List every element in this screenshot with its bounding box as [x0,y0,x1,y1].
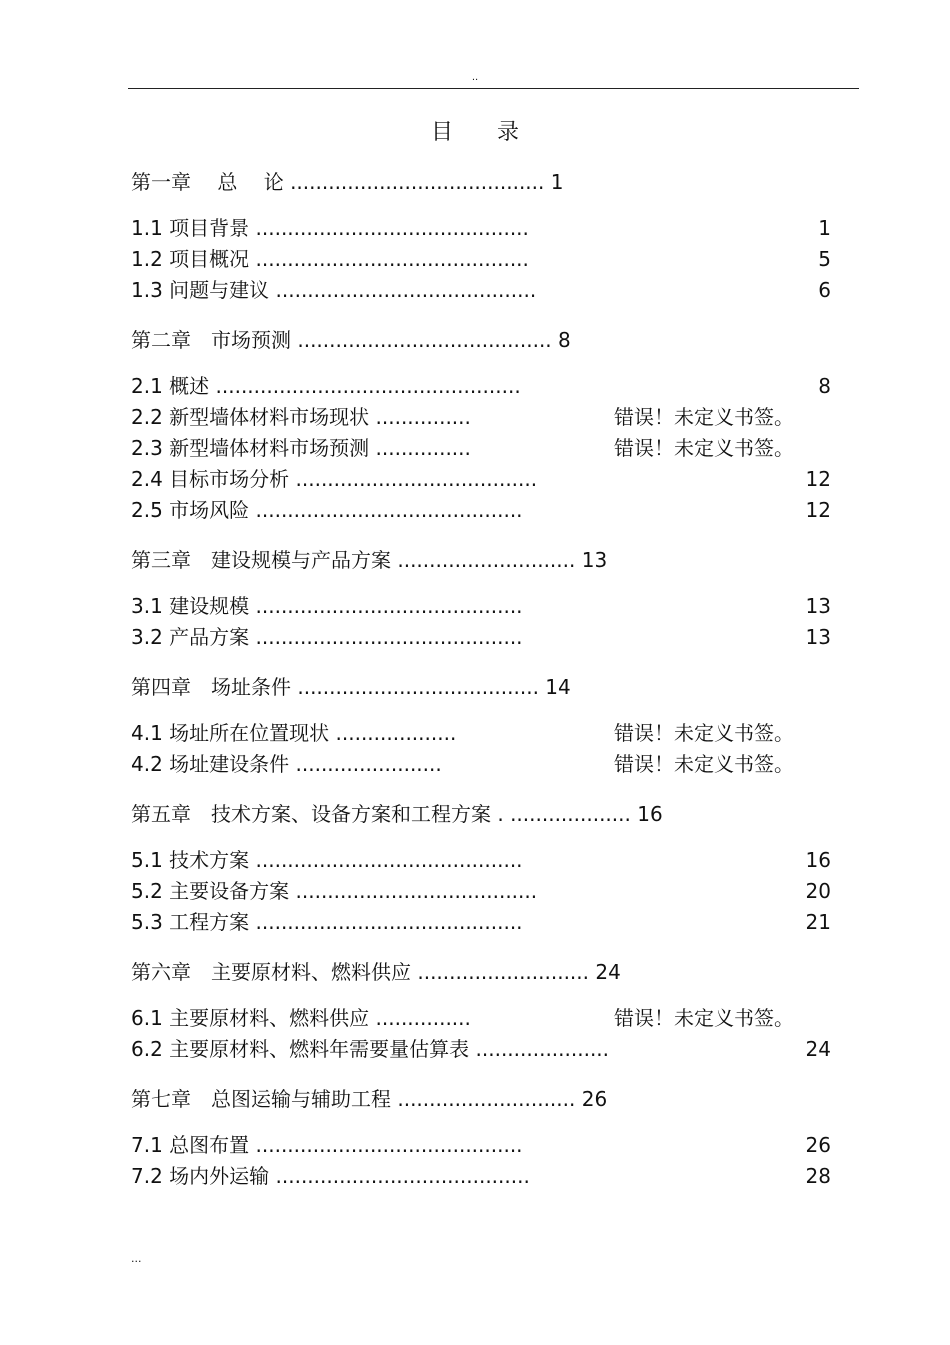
toc-section[interactable] [131,275,831,306]
toc-section[interactable] [131,464,831,495]
toc-section[interactable] [131,591,831,622]
toc-section-label: 2.3 新型墙体材料市场预测 ............... [131,436,471,460]
toc-section[interactable] [131,244,831,275]
toc-section-label: 5.3 工程方案 .......................................... [131,910,523,934]
page-footer: ... [131,1252,142,1265]
toc-section[interactable] [131,876,831,907]
toc-section[interactable] [131,402,831,433]
toc-bookmark-error: 错误！未定义书签。 [614,1006,794,1030]
toc-section-label: 7.1 总图布置 .......................................... [131,1133,523,1157]
toc-section[interactable] [131,495,831,526]
toc-section[interactable] [131,1130,831,1161]
toc-section-label: 1.3 问题与建议 ......................................... [131,278,537,302]
toc-section-label: 3.2 产品方案 .......................................... [131,625,523,649]
toc-section-label: 2.5 市场风险 .......................................... [131,498,523,522]
toc-section[interactable] [131,907,831,938]
toc-section[interactable] [131,213,831,244]
toc-section[interactable] [131,371,831,402]
toc-page-number: 6 [818,278,831,302]
toc-bookmark-error: 错误！未定义书签。 [614,405,794,429]
toc-section-label: 2.4 目标市场分析 ...................................... [131,467,538,491]
toc-section[interactable] [131,749,831,780]
toc-page-number: 24 [805,1037,831,1061]
toc-section-label: 6.2 主要原材料、燃料年需要量估算表 ..................... [131,1037,610,1061]
toc-chapter[interactable]: 第六章 主要原材料、燃料供应 ........................... 24 [131,960,621,984]
toc-chapter[interactable]: 第三章 建设规模与产品方案 ............................ 13 [131,548,608,572]
toc-page-number: 8 [818,374,831,398]
toc-page-number: 1 [818,216,831,240]
toc-chapter[interactable]: 第四章 场址条件 ...................................... 14 [131,675,571,699]
toc-section-label: 2.2 新型墙体材料市场现状 ............... [131,405,471,429]
toc-section-label: 4.1 场址所在位置现状 ................... [131,721,457,745]
toc-page-number: 13 [805,594,831,618]
toc-section-label: 1.2 项目概况 ........................................... [131,247,529,271]
toc-page-number: 12 [805,498,831,522]
toc-page-number: 20 [805,879,831,903]
toc-page-number: 21 [805,910,831,934]
toc-chapter[interactable]: 第五章 技术方案、设备方案和工程方案 . ................... 16 [131,802,663,826]
toc-chapter[interactable]: 第七章 总图运输与辅助工程 ............................ 26 [131,1087,608,1111]
toc-chapter[interactable]: 第二章 市场预测 ........................................ 8 [131,328,571,352]
toc-title [0,117,950,149]
toc-section[interactable] [131,622,831,653]
toc-page-number: 16 [805,848,831,872]
toc-page-number: 5 [818,247,831,271]
toc-title-part2: 录 [497,120,520,145]
toc-page-number: 28 [805,1164,831,1188]
toc-page-number: 12 [805,467,831,491]
toc-section[interactable] [131,433,831,464]
toc-section-label: 6.1 主要原材料、燃料供应 ............... [131,1006,471,1030]
toc-page-number: 26 [805,1133,831,1157]
toc-section-label: 5.2 主要设备方案 ...................................... [131,879,538,903]
toc-bookmark-error: 错误！未定义书签。 [614,436,794,460]
toc-bookmark-error: 错误！未定义书签。 [614,721,794,745]
toc-section[interactable] [131,718,831,749]
toc-section[interactable] [131,1034,831,1065]
toc-chapter[interactable]: 第一章 总 论 ........................................ 1 [131,170,564,194]
toc-section[interactable] [131,1003,831,1034]
header-rule [128,88,859,89]
toc-section-label: 2.1 概述 ................................................ [131,374,521,398]
toc-section-label: 1.1 项目背景 ........................................... [131,216,529,240]
toc-section-label: 5.1 技术方案 .......................................... [131,848,523,872]
toc-section[interactable] [131,845,831,876]
toc-section-label: 7.2 场内外运输 ........................................ [131,1164,530,1188]
toc-bookmark-error: 错误！未定义书签。 [614,752,794,776]
toc-section-label: 4.2 场址建设条件 ....................... [131,752,442,776]
toc-title-part1: 目 [430,120,453,145]
table-of-contents [131,166,831,1192]
page-header: .. [471,72,479,83]
toc-section[interactable] [131,1161,831,1192]
toc-page-number: 13 [805,625,831,649]
toc-section-label: 3.1 建设规模 .......................................... [131,594,523,618]
